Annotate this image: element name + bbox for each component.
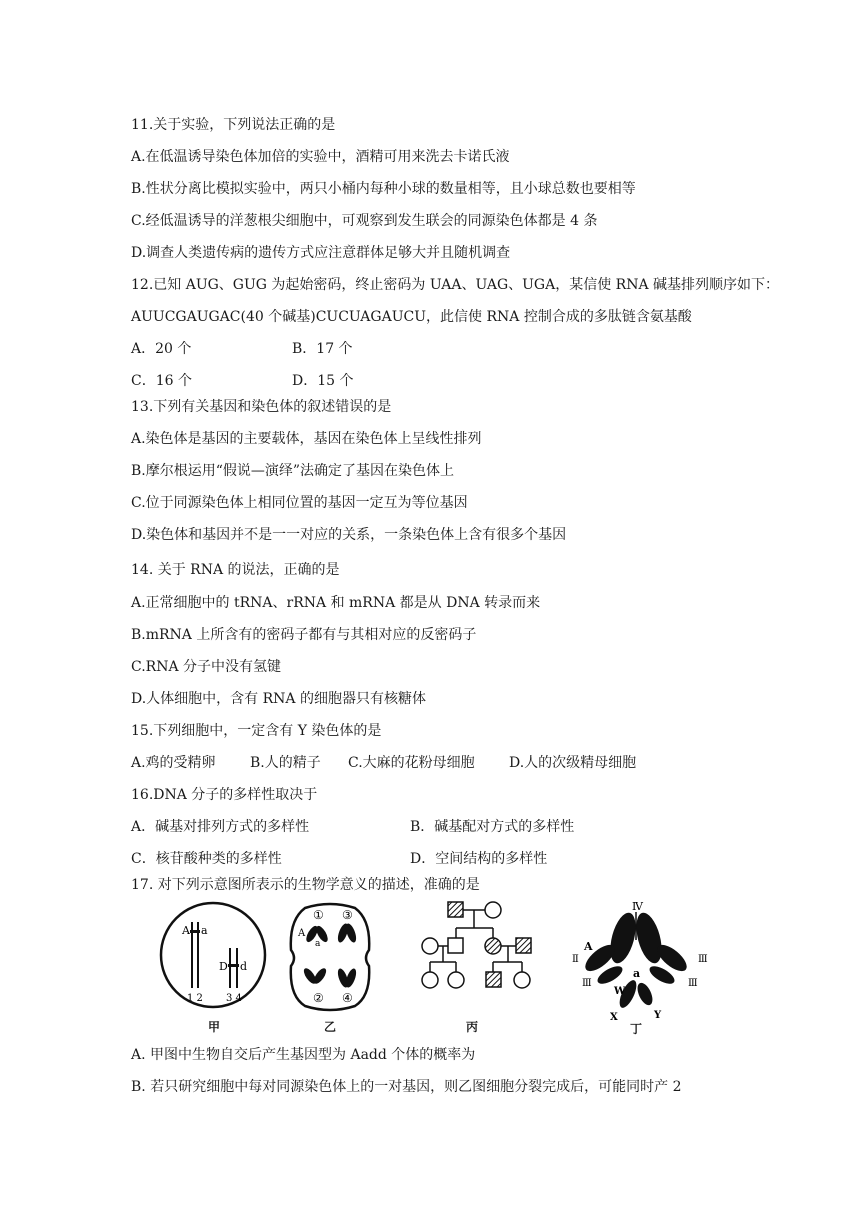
q13-option-d: D.染色体和基因并不是一一对应的关系，一条染色体上含有很多个基因 <box>131 527 567 543</box>
q11-option-d: D.调查人类遗传病的遗传方式应注意群体足够大并且随机调查 <box>131 245 511 261</box>
gene-label-a: a <box>633 967 641 980</box>
locus-d-band <box>228 964 239 967</box>
label-1: ① <box>313 908 324 922</box>
gen1-affected-male <box>448 902 463 917</box>
chromosome-numbers-12: 1 2 <box>187 993 203 1004</box>
gene-label-A: A <box>584 940 593 953</box>
label-III-left: Ⅲ <box>582 978 592 989</box>
q15-stem: 15.下列细胞中，一定含有 Y 染色体的是 <box>131 723 382 739</box>
figure-bing <box>408 900 538 1040</box>
q13-stem: 13.下列有关基因和染色体的叙述错误的是 <box>131 399 392 415</box>
q11-option-b: B.性状分离比模拟实验中，两只小桶内每种小球的数量相等，且小球总数也要相等 <box>131 181 636 197</box>
figure-yi <box>285 900 375 1040</box>
q12-stem: 12.已知 AUG、GUG 为起始密码，终止密码为 UAA、UAG、UGA，某信使 RNA 碱基排列顺序如下： <box>131 277 780 293</box>
q15-option-a: A.鸡的受精卵 <box>131 755 216 771</box>
gene-label-A: A <box>298 928 306 939</box>
gen1-female <box>485 902 501 918</box>
gene-label-a: a <box>315 939 321 949</box>
q16-option-d: D．空间结构的多样性 <box>410 851 548 867</box>
q17-option-b: B. 若只研究细胞中每对同源染色体上的一对基因，则乙图细胞分裂完成后，可能同时产 2 <box>131 1079 682 1095</box>
q12-stem-line2: AUUCGAUGAC(40 个碱基)CUCUAGAUCU，此信使 RNA 控制合成的多肽链含氨基酸 <box>131 309 692 325</box>
figure-jia <box>158 900 268 1040</box>
label-4: ④ <box>342 991 353 1005</box>
figure-label-ding: 丁 <box>630 1022 643 1036</box>
q14-stem: 14. 关于 RNA 的说法，正确的是 <box>131 562 340 578</box>
q12-option-b: B．17 个 <box>292 341 353 357</box>
q13-option-c: C.位于同源染色体上相同位置的基因一定互为等位基因 <box>131 495 468 511</box>
figure-label-jia: 甲 <box>208 1020 221 1034</box>
q17-stem: 17. 对下列示意图所表示的生物学意义的描述，准确的是 <box>131 877 480 893</box>
q16-option-a: A．碱基对排列方式的多样性 <box>131 819 310 835</box>
q15-option-d: D.人的次级精母细胞 <box>509 755 637 771</box>
gen2-spouse-affected-male <box>516 938 531 953</box>
q14-option-b: B.mRNA 上所含有的密码子都有与其相对应的反密码子 <box>131 627 477 643</box>
dividing-cell-membrane <box>291 904 369 1010</box>
karyotype-diagram <box>570 900 710 1040</box>
q11-option-a: A.在低温诱导染色体加倍的实验中，酒精可用来洗去卡诺氏液 <box>131 149 510 165</box>
figure-ding <box>570 900 710 1040</box>
locus-a-band <box>190 930 200 933</box>
label-III-right: Ⅲ <box>688 978 698 989</box>
gene-label-a: a <box>201 924 208 937</box>
q16-option-b: B．碱基配对方式的多样性 <box>410 819 575 835</box>
q15-option-c: C.大麻的花粉母细胞 <box>348 755 475 771</box>
gene-label-d: d <box>240 960 248 973</box>
chromosome-y <box>634 981 655 1008</box>
figure-label-bing: 丙 <box>466 1020 479 1034</box>
q14-option-a: A.正常细胞中的 tRNA、rRNA 和 mRNA 都是从 DNA 转录而来 <box>131 595 541 611</box>
chromosome-numbers-34: 3 4 <box>226 993 242 1004</box>
gen2-affected-female <box>485 938 501 954</box>
figure-label-yi: 乙 <box>324 1020 337 1034</box>
gene-label-D: D <box>219 960 228 973</box>
q17-figures <box>150 900 750 1040</box>
q11-stem: 11.关于实验，下列说法正确的是 <box>131 117 336 133</box>
gen2-male <box>448 938 463 953</box>
gen3-female-3 <box>514 972 530 988</box>
label-Y: Y <box>654 1010 662 1021</box>
label-2: ② <box>313 991 324 1005</box>
cell-membrane <box>161 903 265 1007</box>
q12-option-d: D．15 个 <box>292 373 354 389</box>
label-X: X <box>610 1012 618 1023</box>
gen2-spouse-female <box>422 938 438 954</box>
q13-option-b: B.摩尔根运用“假说—演绎”法确定了基因在染色体上 <box>131 463 455 479</box>
q14-option-c: C.RNA 分子中没有氢键 <box>131 659 282 675</box>
q13-option-a: A.染色体是基因的主要载体，基因在染色体上呈线性排列 <box>131 431 482 447</box>
gen3-female-2 <box>448 972 464 988</box>
gene-label-W: W <box>614 986 626 997</box>
q12-option-a: A．20 个 <box>131 341 192 357</box>
q17-option-a: A. 甲图中生物自交后产生基因型为 Aadd 个体的概率为 <box>131 1047 476 1063</box>
label-3: ③ <box>342 908 353 922</box>
q15-option-b: B.人的精子 <box>250 755 321 771</box>
label-III-right-upper: Ⅲ <box>698 954 708 965</box>
q16-option-c: C．核苷酸种类的多样性 <box>131 851 282 867</box>
q14-option-d: D.人体细胞中，含有 RNA 的细胞器只有核糖体 <box>131 691 426 707</box>
gen3-female-1 <box>422 972 438 988</box>
gene-label-A: A <box>182 924 190 937</box>
gen3-affected-male <box>486 972 501 987</box>
q12-option-c: C．16 个 <box>131 373 192 389</box>
q16-stem: 16.DNA 分子的多样性取决于 <box>131 787 318 803</box>
q11-option-c: C.经低温诱导的洋葱根尖细胞中，可观察到发生联会的同源染色体都是 4 条 <box>131 213 598 229</box>
label-II-left: Ⅱ <box>572 954 579 965</box>
label-IV: Ⅳ <box>632 900 643 913</box>
